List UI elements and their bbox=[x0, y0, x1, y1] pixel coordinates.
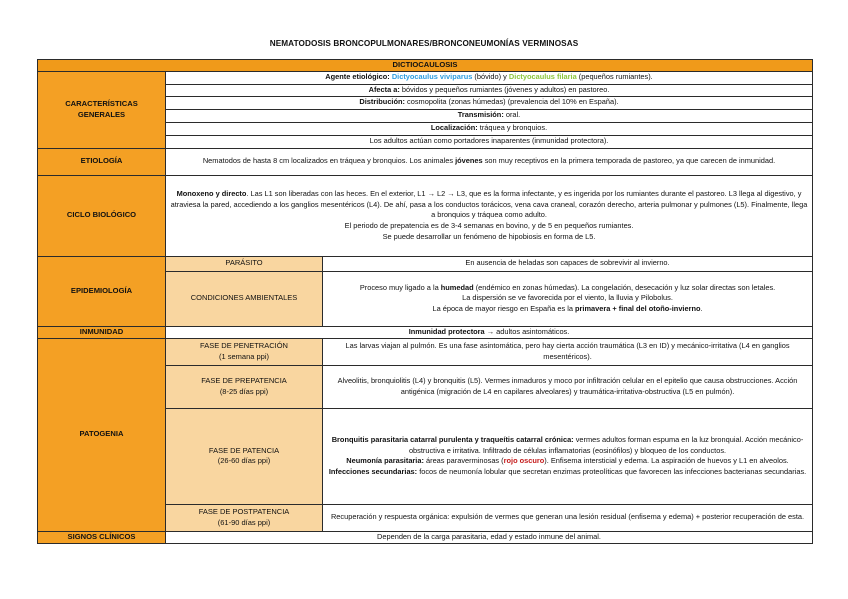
localizacion: Localización: tráquea y bronquios. bbox=[166, 122, 813, 135]
row-label-signos: SIGNOS CLÍNICOS bbox=[38, 531, 166, 543]
row-label-etiologia: ETIOLOGÍA bbox=[38, 148, 166, 175]
row-label-epidemiologia: EPIDEMIOLOGÍA bbox=[38, 256, 166, 326]
postpatencia-text: Recuperación y respuesta orgánica: expulsión de vermes que generan una lesión residual (enfisema y edema) + posterior recuperación de esta. bbox=[323, 504, 813, 531]
condiciones-text: Proceso muy ligado a la humedad (endémico en zonas húmedas). La congelación, desecación y luz solar directas son letales. La dispersión se ve favorecida por el viento, la lluvia y Pilobolus. La época de mayor riesgo en España es la primavera + final del otoño-invierno. bbox=[323, 271, 813, 326]
species-filaria: Dictyocaulus filaria bbox=[508, 72, 577, 82]
afecta-a: Afecta a: bóvidos y pequeños rumiantes (jóvenes y adultos) en pastoreo. bbox=[166, 84, 813, 96]
sublabel-fase-penetracion: FASE DE PENETRACIÓN (1 semana ppi) bbox=[166, 338, 323, 365]
section-band-dictiocaulosis: DICTIOCAULOSIS bbox=[38, 60, 813, 72]
rojo-oscuro-highlight: rojo oscuro bbox=[503, 456, 545, 466]
prepatencia-text: Alveolitis, bronquiolitis (L4) y bronquitis (L5). Vermes inmaduros y moco por infiltración celular en el epitelio que causa obstrucciones. Acción antigénica (migración de L4 en capilares alveolares) y traumática-irritativa-obstructiva (L5 en pulmón). bbox=[323, 365, 813, 408]
signos-text: Dependen de la carga parasitaria, edad y estado inmune del animal. bbox=[166, 531, 813, 543]
row-label-ciclo: CICLO BIOLÓGICO bbox=[38, 175, 166, 256]
penetracion-text: Las larvas viajan al pulmón. Es una fase asintomática, pero hay cierta acción traumática (L3 en ID) y mecánico-irritativa (L4 en ganglios mesentéricos). bbox=[323, 338, 813, 365]
sublabel-parasito: PARÁSITO bbox=[166, 256, 323, 271]
parasito-text: En ausencia de heladas son capaces de sobrevivir al invierno. bbox=[323, 256, 813, 271]
row-label-generales: CARACTERÍSTICAS GENERALES bbox=[38, 71, 166, 148]
portadores: Los adultos actúan como portadores inaparentes (inmunidad protectora). bbox=[166, 135, 813, 148]
transmision: Transmisión: oral. bbox=[166, 109, 813, 122]
row-label-inmunidad: INMUNIDAD bbox=[38, 326, 166, 338]
sublabel-fase-postpatencia: FASE DE POSTPATENCIA (61-90 días ppi) bbox=[166, 504, 323, 531]
distribucion: Distribución: cosmopolita (zonas húmedas) (prevalencia del 10% en España). bbox=[166, 96, 813, 109]
row-label-patogenia: PATOGENIA bbox=[38, 338, 166, 531]
sublabel-fase-patencia: FASE DE PATENCIA (26-60 días ppi) bbox=[166, 408, 323, 504]
page-title: NEMATODOSIS BRONCOPULMONARES/BRONCONEUMONÍAS VERMINOSAS bbox=[269, 39, 579, 48]
summary-table bbox=[37, 59, 813, 544]
sublabel-fase-prepatencia: FASE DE PREPATENCIA (8-25 días ppi) bbox=[166, 365, 323, 408]
species-viviparus: Dictyocaulus viviparus bbox=[391, 72, 473, 82]
ciclo-text: Monoxeno y directo. Las L1 son liberadas con las heces. En el exterior, L1 → L2 → L3, que es la forma infectante, y es ingerida por los rumiantes durante el pastoreo. L3 llega al digestivo, y atraviesa la pared, accediendo a los ganglios mesentéricos (L4). De ahí, pasa a los conductos torácicos, vena cava craneal, corazón derecho, arteria pulmonar y pulmones (L5). Finalmente, llega a bronquios y tráquea como adulto. El periodo de prepatencia es de 3-4 semanas en bovino, y de 5 en pequeños rumiantes. Se puede desarrollar un fenómeno de hipobiosis en forma de L5. bbox=[166, 175, 813, 256]
agente-etiologico: Agente etiológico: Dictyocaulus viviparus (bóvido) y Dictyocaulus filaria (pequeños rumiantes). bbox=[166, 71, 813, 84]
patencia-text: Bronquitis parasitaria catarral purulenta y traqueítis catarral crónica: vermes adultos forman espuma en la luz bronquial. Acción mecánico-obstructiva e irritativa. Infiltrado de células inflamatorias (eosinófilos) y bloqueo de los conductos. Neumonía parasitaria: áreas paraverminosas (rojo oscuro). Enfisema intersticial y edema. La aspiración de huevos y L1 en alveolos. Infecciones secundarias: focos de neumonía lobular que secretan enzimas proteolíticas que favorecen las infecciones bacterianas secundarias. bbox=[323, 408, 813, 504]
inmunidad-text: Inmunidad protectora → adultos asintomáticos. bbox=[166, 326, 813, 338]
sublabel-condiciones-ambientales: CONDICIONES AMBIENTALES bbox=[166, 271, 323, 326]
etiologia-text: Nematodos de hasta 8 cm localizados en tráquea y bronquios. Los animales jóvenes son muy receptivos en la primera temporada de pastoreo, ya que carecen de inmunidad. bbox=[166, 148, 813, 175]
